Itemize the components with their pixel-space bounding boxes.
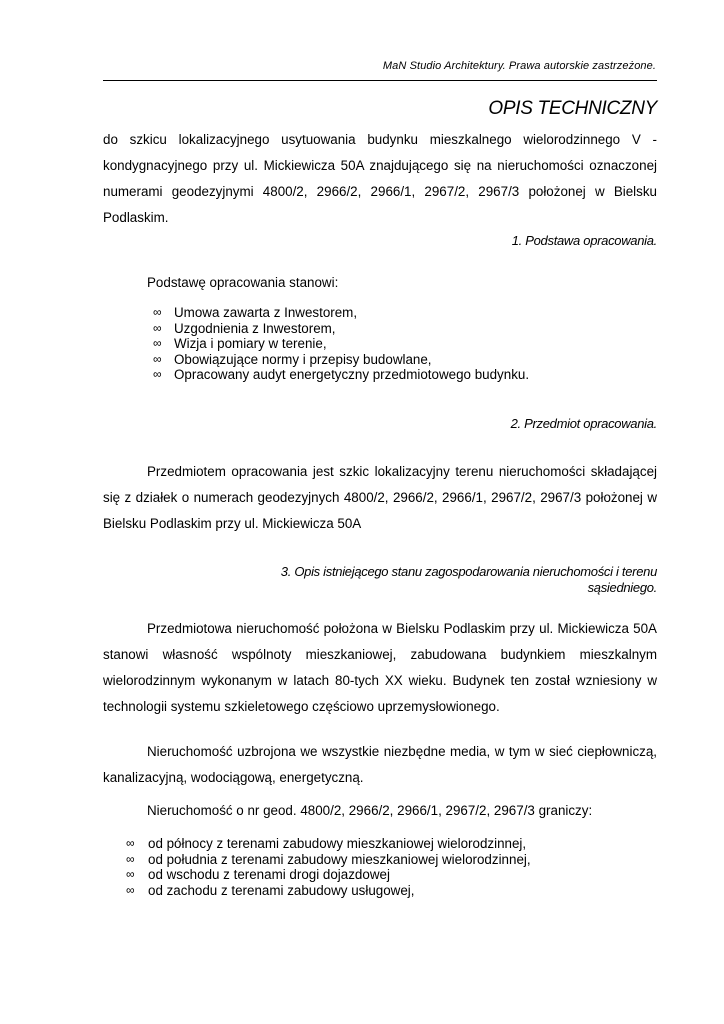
section-3-list [126, 836, 531, 898]
header-copyright: MaN Studio Architektury. Prawa autorskie zastrzeżone. [382, 60, 656, 72]
section-1-lead: Podstawę opracowania stanowi: [147, 275, 339, 290]
infinity-bullet-icon: ∞ [126, 851, 135, 866]
infinity-bullet-icon: ∞ [153, 367, 162, 381]
list-item: ∞ od południa z terenami zabudowy mieszkaniowej wielorodzinnej, [126, 851, 531, 867]
section-3-paragraph-1: Przedmiotowa nieruchomość położona w Bielsku Podlaskim przy ul. Mickiewicza 50A stanowi własność wspólnoty mieszkaniowej, zabudowana budynkiem mieszkalnym wielorodzinnym wykonanym w latach 80-tych XX wieku. Budynek ten został wzniesiony w technologii systemu szkieletowego częściowo uprzemysłowionego. [103, 621, 657, 714]
infinity-bullet-icon: ∞ [126, 836, 135, 850]
section-2-paragraph: Przedmiotem opracowania jest szkic lokalizacyjny terenu nieruchomości składającej się z działek o numerach geodezyjnych 4800/2, 2966/2, 2966/1, 2967/2, 2967/3 położonej w Bielsku Podlaskim przy ul. Mickiewicza 50A [103, 464, 657, 531]
section-1-list [153, 305, 529, 383]
list-item: ∞ Wizja i pomiary w terenie, [153, 336, 327, 351]
infinity-bullet-icon: ∞ [126, 882, 135, 897]
document-title: OPIS TECHNICZNY [488, 98, 657, 119]
infinity-bullet-icon: ∞ [153, 305, 162, 319]
list-item: ∞ Opracowany audyt energetyczny przedmiotowego budynku. [153, 367, 530, 382]
list-item: ∞ Obowiązujące normy i przepisy budowlane, [153, 351, 432, 367]
list-item: ∞ od północy z terenami zabudowy mieszkaniowej wielorodzinnej, [126, 836, 527, 851]
section-3-heading [177, 564, 657, 596]
infinity-bullet-icon: ∞ [153, 336, 162, 350]
header-divider [103, 80, 657, 81]
section-3-paragraph-2: Nieruchomość uzbrojona we wszystkie niezbędne media, w tym w sieć ciepłowniczą, kanalizacyjną, wodociągową, energetyczną. [103, 744, 657, 785]
section-3-paragraph-3: Nieruchomość o nr geod. 4800/2, 2966/2, 2966/1, 2967/2, 2967/3 graniczy: [147, 803, 593, 818]
section-1-heading: 1. Podstawa opracowania. [511, 233, 657, 248]
list-item: ∞ Uzgodnienia z Inwestorem, [153, 320, 336, 336]
infinity-bullet-icon: ∞ [126, 867, 135, 881]
list-item: ∞ Umowa zawarta z Inwestorem, [153, 305, 358, 320]
section-3-heading-line-1: 3. Opis istniejącego stanu zagospodarowania nieruchomości i terenu [280, 564, 657, 579]
list-item: ∞ od wschodu z terenami drogi dojazdowej [126, 867, 390, 882]
intro-paragraph: do szkicu lokalizacyjnego usytuowania budynku mieszkalnego wielorodzinnego V - kondygnacyjnego przy ul. Mickiewicza 50A znajdującego się na nieruchomości oznaczonej numerami geodezyjnymi 4800/2, 2966/2, 2966/1, 2967/2, 2967/3 położonej w Bielsku Podlaskim. [103, 132, 657, 225]
section-2-heading: 2. Przedmiot opracowania. [510, 416, 657, 431]
infinity-bullet-icon: ∞ [153, 351, 162, 366]
list-item: ∞ od zachodu z terenami zabudowy usługowej, [126, 882, 415, 898]
infinity-bullet-icon: ∞ [153, 320, 162, 335]
section-3-heading-line-2: sąsiedniego. [587, 580, 657, 595]
